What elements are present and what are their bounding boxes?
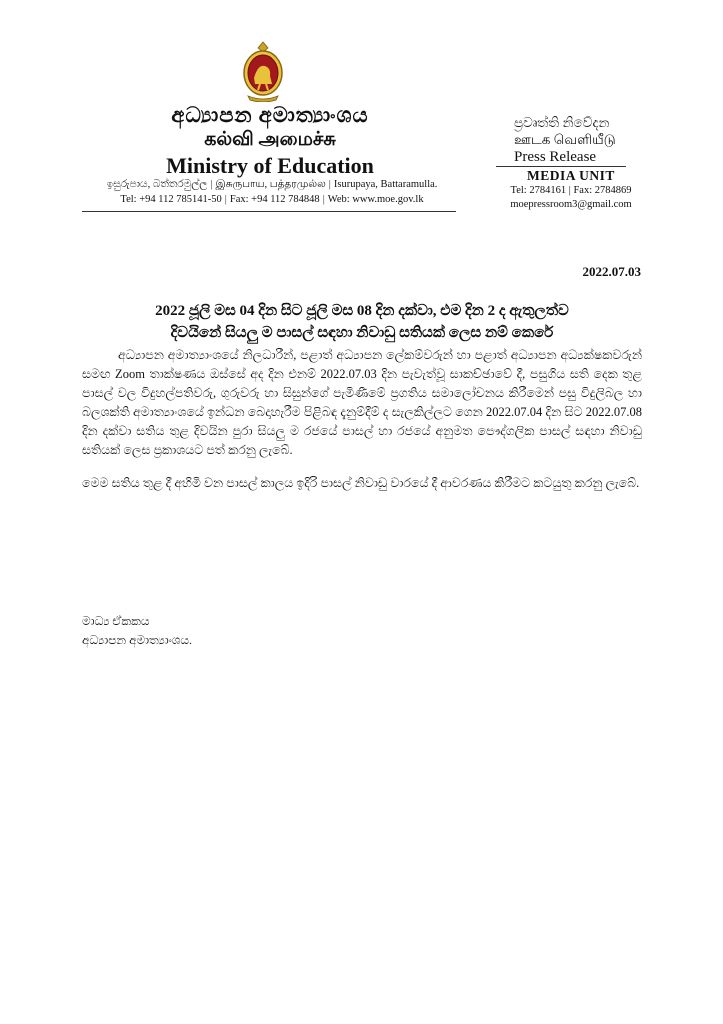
- address-sinhala: ඉසුරුපාය, බත්තරමුල්ල: [106, 179, 208, 190]
- headline-line-2: දිවයිනේ සියලු ම පාසල් සඳහා නිවාඩු සතියක් ලෙස නම් කෙරේ: [170, 325, 554, 341]
- release-date: 2022.07.03: [582, 264, 641, 279]
- media-unit-email[interactable]: moepressroom3@gmail.com: [510, 199, 632, 210]
- media-unit-fax: Fax: 2784869: [573, 185, 632, 196]
- body-paragraph-2: මෙම සතිය තුළ දී අහිමි වන පාසල් කාලය ඉදිරි පාසල් නිවාඩු වාරයේ දී ආවරණය කිරීමට කටයුතු කරනු ලැබේ.: [82, 476, 640, 490]
- media-unit-label: MEDIA UNIT: [527, 168, 615, 183]
- signature-title: මාධ්‍ය ඒකකය: [82, 614, 150, 628]
- press-release-sinhala: ප්‍රවෘත්ති නිවේදන: [514, 115, 610, 130]
- press-release-tamil: ஊடக வெளியீடு: [514, 132, 616, 147]
- headline-line-1: 2022 ජූලි මස 04 දින සිට ජූලි මස 08 දින දක්වා, එම දින 2 ද ඇතුලත්ව: [155, 303, 569, 319]
- release-headline: [82, 300, 642, 344]
- press-release-block: [496, 114, 646, 212]
- ministry-address: [82, 177, 462, 207]
- ministry-name-tamil: கல்வி அமைச்சு: [204, 129, 336, 150]
- signature-org: අධ්‍යාපන අමාත්‍යාංශය.: [82, 633, 192, 647]
- release-body: [82, 346, 642, 507]
- sri-lanka-emblem-icon: [238, 40, 288, 102]
- ministry-name-english: Ministry of Education: [166, 153, 374, 178]
- address-english: Isurupaya, Battaramulla.: [333, 179, 438, 190]
- signature-block: [82, 612, 192, 650]
- ministry-web-link[interactable]: Web: www.moe.gov.lk: [327, 194, 424, 205]
- ministry-phone: Tel: +94 112 785141-50: [120, 194, 222, 205]
- address-tamil: இசுருபாய, பத்தரமுல்ல: [215, 179, 326, 190]
- media-unit-tel: Tel: 2784161: [510, 185, 567, 196]
- address-line: ඉසුරුපාය, බත්තරමුල්ල | இசுருபாய, பத்தரமுல்ல | Isurupaya, Battaramulla.: [106, 179, 438, 190]
- contact-line: Tel: +94 112 785141-50 | Fax: +94 112 784848 | Web: www.moe.gov.lk: [120, 194, 424, 205]
- media-unit-phone-fax: Tel: 2784161 | Fax: 2784869: [510, 185, 632, 196]
- ministry-name-block: [90, 103, 450, 179]
- press-release-english: Press Release: [496, 148, 626, 167]
- ministry-fax: Fax: +94 112 784848: [229, 194, 320, 205]
- body-paragraph-1: අධ්‍යාපන අමාත්‍යාංශයේ නිලධාරීන්, පළාත් අධ්‍යාපන ලේකම්වරුන් හා පළාත් අධ්‍යාපන අධ්‍යක්ෂකවරුන් සමඟ Zoom තාක්ෂණය ඔස්සේ අද දින එනම් 2022.07.03 දින පැවැත්වූ සාකච්ඡාවේ දී, පසුගිය සති දෙක තුළ පාසල් වල විදුහල්පතිවරු, ගුරුවරු හා සිසුන්ගේ පැමිණීමේ ප්‍රගතිය සමාලෝචනය කිරීමෙන් පසු විදුලිබල හා බලශක්ති අමාත්‍යාංශයේ ඉන්ධන බෙදාහැරීම පිළිබඳ දැනුම්දීම් ද සැලකිල්ලට ගෙන 2022.07.04 දින සිට 2022.07.08 දින දක්වා සතිය තුළ දිවයින පුරා සියලු ම රජයේ පාසල් හා රජයේ අනුමත පෞද්ගලික පාසල් සඳහා නිවාඩු සතියක් ලෙස ප්‍රකාශයට පත් කරනු ලැබේ.: [82, 348, 642, 457]
- letterhead-divider: [82, 211, 456, 212]
- ministry-name-sinhala: අධ්‍යාපන අමාත්‍යාංශය: [171, 103, 369, 127]
